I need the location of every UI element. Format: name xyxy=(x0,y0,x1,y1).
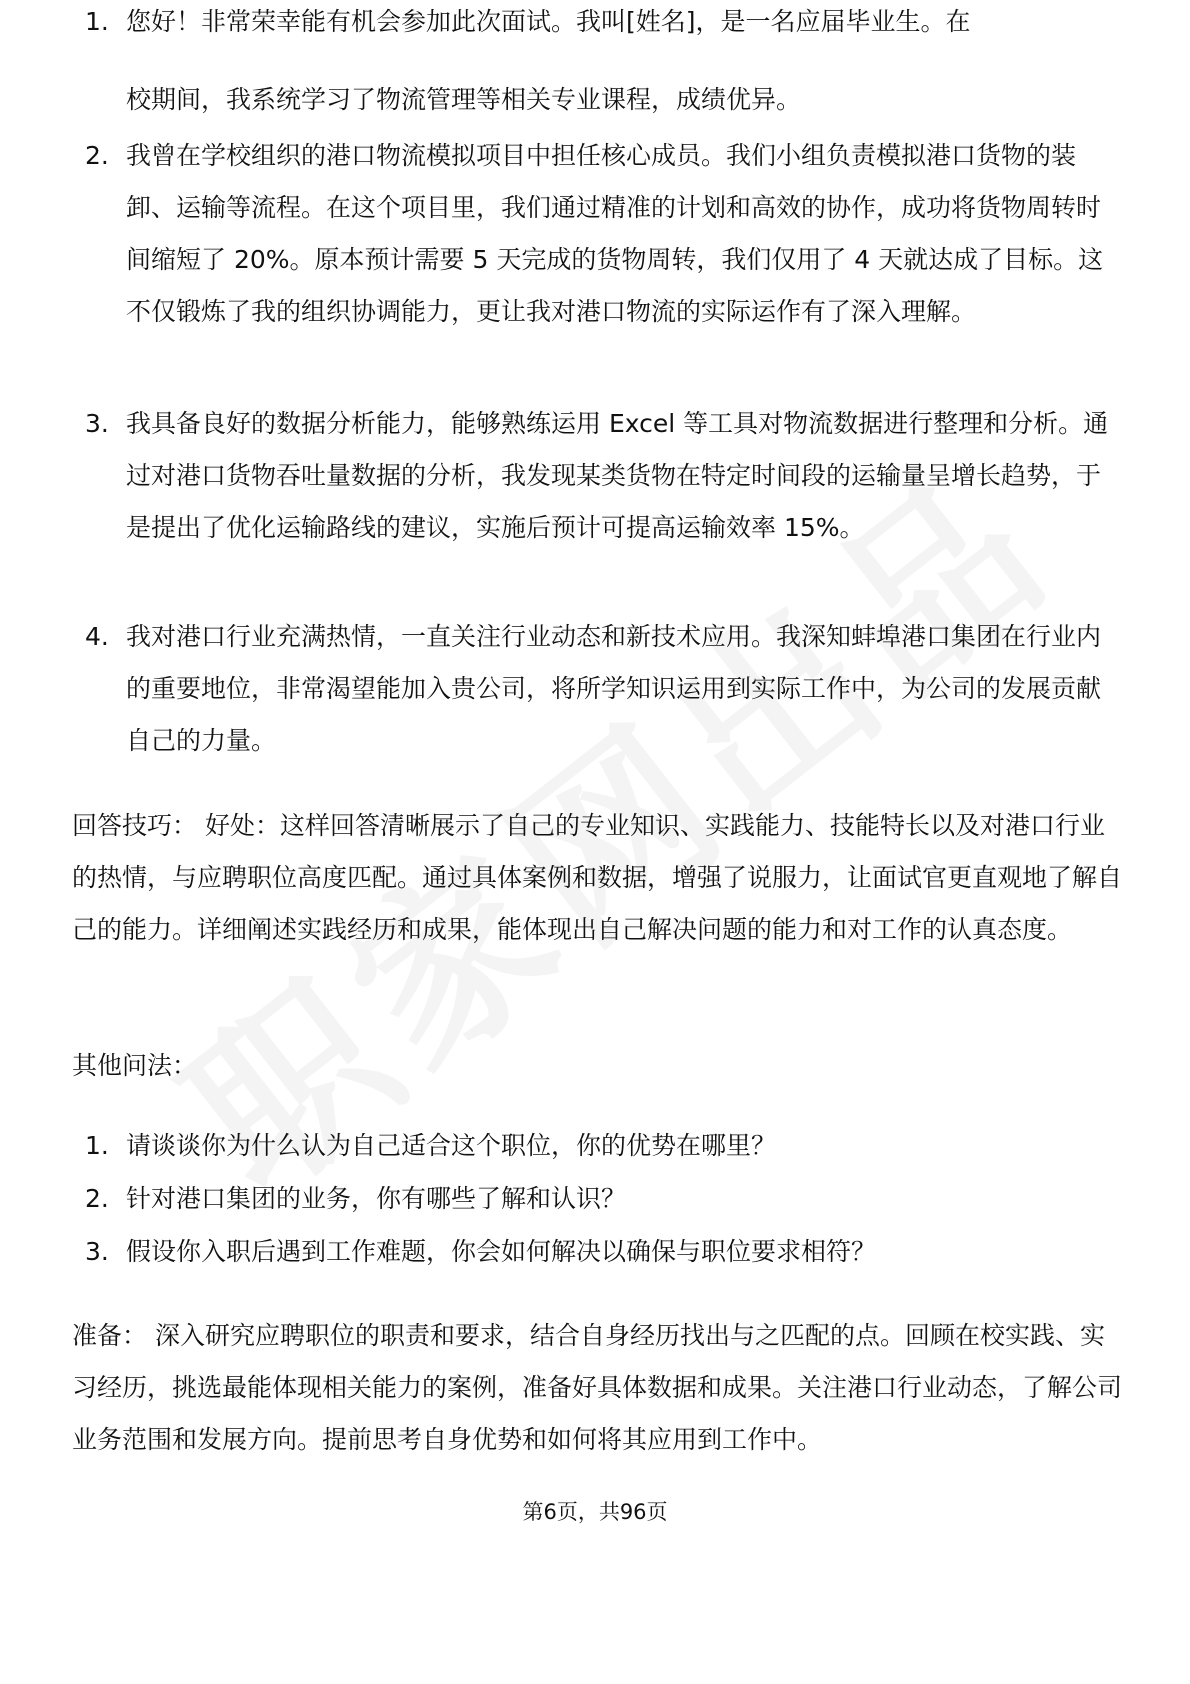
answer-item-3-text: 我具备良好的数据分析能力，能够熟练运用 Excel 等工具对物流数据进行整理和分析。通过对港口货物吞吐量数据的分析，我发现某类货物在特定时间段的运输量呈增长趋势，于是提出了优化运输路线的建议，实施后预计可提高运输效率 15%。 xyxy=(126,409,1109,542)
answer-item-2-number: 2. xyxy=(85,141,109,170)
answer-item-1-line1: 您好！非常荣幸能有机会参加此次面试。我叫[姓名]，是一名应届毕业生。在 xyxy=(126,7,971,36)
other-question-item xyxy=(72,1226,1122,1279)
answer-item-4 xyxy=(72,611,1122,771)
answer-list xyxy=(72,130,1122,771)
other-question-3-number: 3. xyxy=(85,1237,109,1266)
other-question-3-text: 假设你入职后遇到工作难题，你会如何解决以确保与职位要求相符？ xyxy=(126,1237,877,1266)
other-questions-list xyxy=(72,1120,1122,1279)
answer-item-2 xyxy=(72,130,1122,398)
answer-item-1-cropped-line xyxy=(72,7,1122,68)
answer-tips-text: 好处：这样回答清晰展示了自己的专业知识、实践能力、技能特长以及对港口行业的热情，与应聘职位高度匹配。通过具体案例和数据，增强了说服力，让面试官更直观地了解自己的能力。详细阐述实践经历和成果，能体现出自己解决问题的能力和对工作的认真态度。 xyxy=(72,811,1123,944)
answer-item-4-text: 我对港口行业充满热情，一直关注行业动态和新技术应用。我深知蚌埠港口集团在行业内的重要地位，非常渴望能加入贵公司，将所学知识运用到实际工作中，为公司的发展贡献自己的力量。 xyxy=(126,622,1102,755)
other-question-item xyxy=(72,1120,1122,1173)
answer-tips-label: 回答技巧： xyxy=(72,811,198,840)
answer-item-1-line2: 校期间，我系统学习了物流管理等相关专业课程，成绩优异。 xyxy=(126,85,802,114)
answer-item-1-number: 1. xyxy=(85,7,109,36)
other-question-item xyxy=(72,1173,1122,1226)
answer-item-3 xyxy=(72,398,1122,611)
preparation-label: 准备： xyxy=(72,1321,148,1350)
other-questions-heading: 其他问法： xyxy=(72,1051,198,1080)
answer-tips-section xyxy=(72,800,1122,956)
preparation-section xyxy=(72,1310,1122,1466)
answer-item-4-number: 4. xyxy=(85,622,109,651)
other-question-1-text: 请谈谈你为什么认为自己适合这个职位，你的优势在哪里？ xyxy=(126,1131,777,1160)
answer-item-2-text: 我曾在学校组织的港口物流模拟项目中担任核心成员。我们小组负责模拟港口货物的装卸、运输等流程。在这个项目里，我们通过精准的计划和高效的协作，成功将货物周转时间缩短了 20%。原本预计需要 5 天完成的货物周转，我们仅用了 4 天就达成了目标。这不仅锻炼了我的组织协调能力，更让我对港口物流的实际运作有了深入理解。 xyxy=(126,141,1104,326)
page-number-footer: 第6页，共96页 xyxy=(522,1500,668,1524)
other-question-1-number: 1. xyxy=(85,1131,109,1160)
other-question-2-text: 针对港口集团的业务，你有哪些了解和认识？ xyxy=(126,1184,627,1213)
answer-item-3-number: 3. xyxy=(85,409,109,438)
other-question-2-number: 2. xyxy=(85,1184,109,1213)
preparation-text: 深入研究应聘职位的职责和要求，结合自身经历找出与之匹配的点。回顾在校实践、实习经历，挑选最能体现相关能力的案例，准备好具体数据和成果。关注港口行业动态，了解公司业务范围和发展方向。提前思考自身优势和如何将其应用到工作中。 xyxy=(72,1321,1123,1454)
